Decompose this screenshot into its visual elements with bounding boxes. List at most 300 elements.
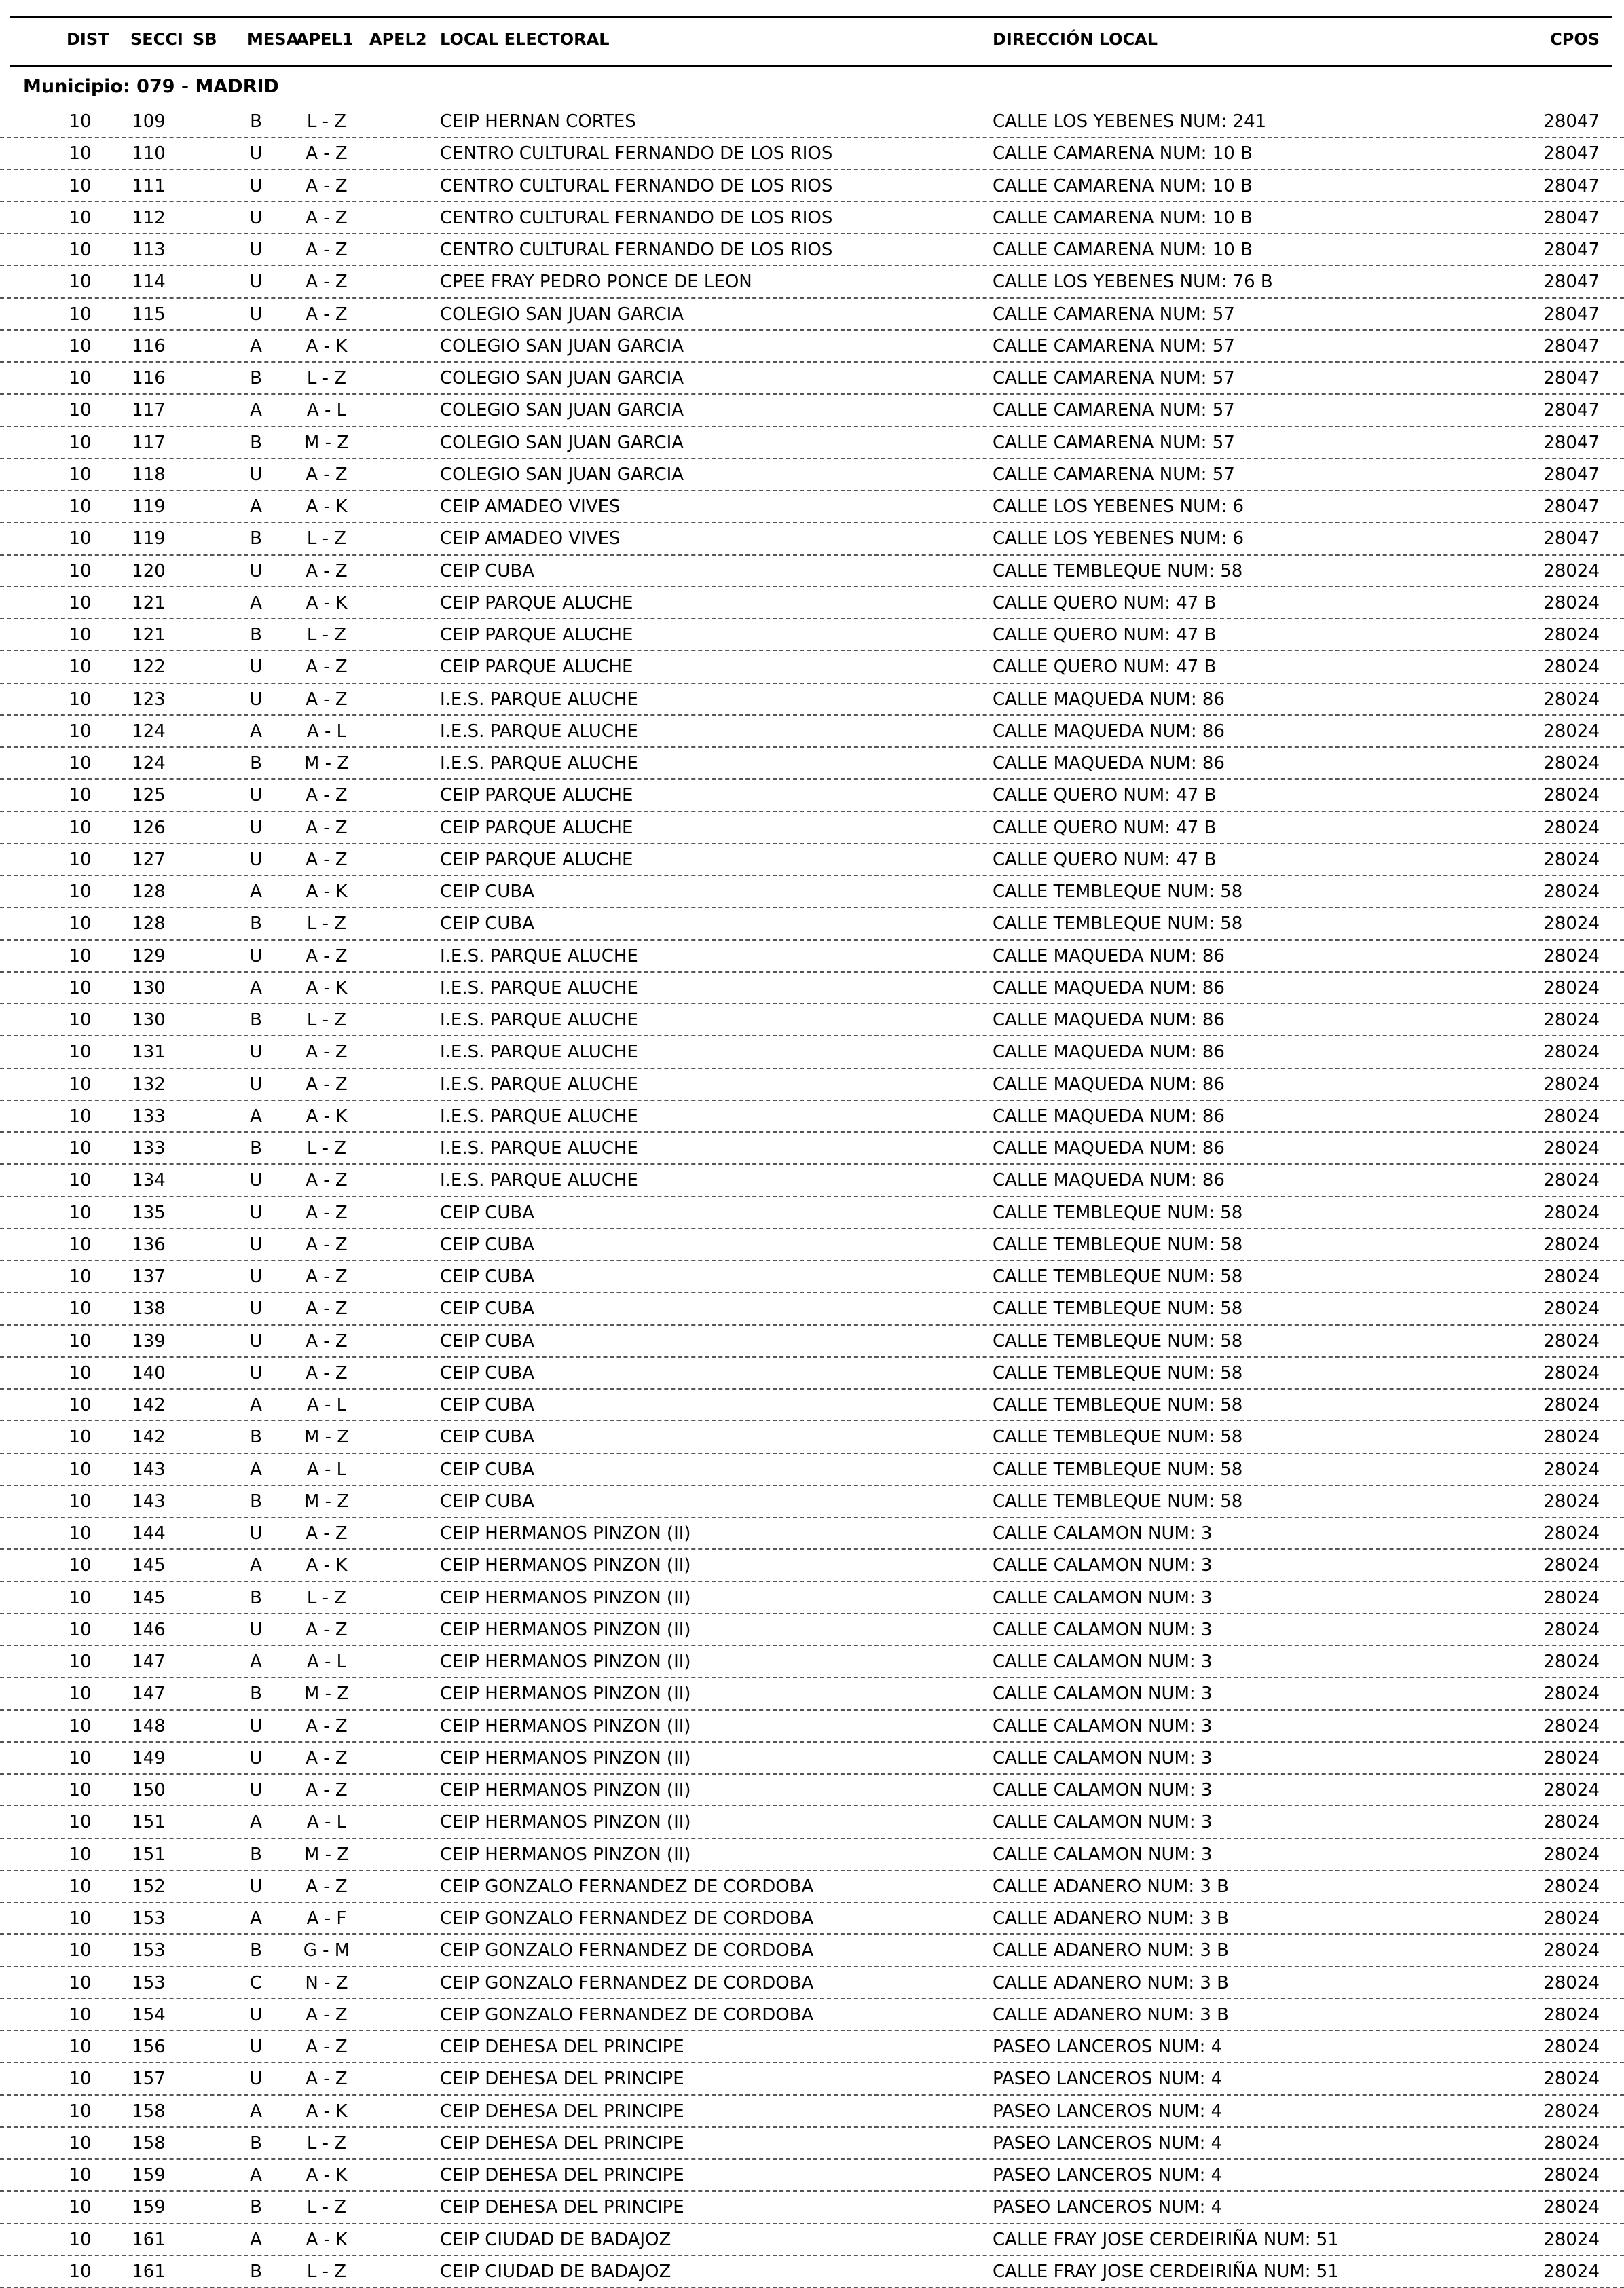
cell-cpos: 28024 (1543, 977, 1600, 998)
cell-cpos: 28047 (1543, 143, 1600, 164)
cell-apel1: L - Z (306, 2197, 347, 2218)
cell-cpos: 28024 (1543, 1555, 1600, 1576)
table-row (0, 1069, 1624, 1101)
cell-direccion-local: CALLE QUERO NUM: 47 B (993, 849, 1217, 870)
cell-dist: 10 (69, 1010, 92, 1030)
cell-mesa: U (249, 2069, 263, 2090)
cell-dist: 10 (69, 496, 92, 517)
cell-direccion-local: CALLE TEMBLEQUE NUM: 58 (993, 1459, 1243, 1480)
cell-mesa: U (249, 1202, 263, 1223)
cell-secci: 116 (132, 368, 166, 388)
cell-dist: 10 (69, 2229, 92, 2250)
cell-secci: 124 (132, 721, 166, 742)
cell-cpos: 28047 (1543, 335, 1600, 357)
cell-dist: 10 (69, 913, 92, 934)
cell-secci: 140 (132, 1362, 166, 1383)
header-cpos: CPOS (1550, 30, 1600, 49)
cell-dist: 10 (69, 689, 92, 710)
cell-mesa: B (250, 368, 262, 388)
cell-direccion-local: CALLE CALAMON NUM: 3 (993, 1587, 1213, 1608)
cell-dist: 10 (69, 849, 92, 870)
cell-local-electoral: CEIP CUBA (440, 1362, 535, 1383)
table-row (0, 1486, 1624, 1518)
table-row (0, 619, 1624, 651)
table-row (0, 1743, 1624, 1775)
cell-local-electoral: I.E.S. PARQUE ALUCHE (440, 1170, 638, 1191)
cell-dist: 10 (69, 2132, 92, 2154)
cell-direccion-local: CALLE MAQUEDA NUM: 86 (993, 689, 1225, 710)
cell-dist: 10 (69, 2101, 92, 2122)
cell-secci: 159 (132, 2165, 166, 2185)
cell-local-electoral: CEIP CUBA (440, 1395, 535, 1415)
cell-apel1: L - Z (306, 1587, 347, 1608)
cell-secci: 135 (132, 1202, 166, 1223)
cell-direccion-local: PASEO LANCEROS NUM: 4 (993, 2037, 1223, 2057)
table-row (0, 556, 1624, 587)
table-row (0, 202, 1624, 234)
cell-cpos: 28024 (1543, 1523, 1600, 1544)
cell-direccion-local: CALLE TEMBLEQUE NUM: 58 (993, 1234, 1243, 1255)
cell-cpos: 28024 (1543, 2165, 1600, 2185)
table-row (0, 2224, 1624, 2256)
cell-secci: 112 (132, 207, 166, 228)
cell-local-electoral: CENTRO CULTURAL FERNANDO DE LOS RIOS (440, 175, 833, 196)
cell-apel1: A - Z (306, 2004, 348, 2025)
cell-cpos: 28024 (1543, 1972, 1600, 1993)
cell-dist: 10 (69, 1523, 92, 1544)
table-row (0, 427, 1624, 459)
cell-local-electoral: I.E.S. PARQUE ALUCHE (440, 1010, 638, 1030)
cell-cpos: 28047 (1543, 111, 1600, 132)
table-row (0, 1421, 1624, 1453)
cell-local-electoral: CPEE FRAY PEDRO PONCE DE LEON (440, 272, 752, 293)
cell-cpos: 28024 (1543, 1202, 1600, 1223)
cell-apel1: A - K (306, 592, 348, 613)
header-apel1: APEL1 (296, 30, 354, 49)
cell-mesa: A (250, 2165, 262, 2185)
table-row (0, 331, 1624, 363)
cell-direccion-local: CALLE FRAY JOSE CERDEIRIÑA NUM: 51 (993, 2229, 1339, 2250)
cell-dist: 10 (69, 1940, 92, 1961)
cell-apel1: M - Z (303, 1491, 350, 1512)
table-row (0, 1550, 1624, 1582)
cell-apel1: A - Z (306, 785, 348, 806)
cell-direccion-local: CALLE FRAY JOSE CERDEIRIÑA NUM: 51 (993, 2261, 1339, 2282)
cell-apel1: M - Z (303, 753, 350, 774)
cell-local-electoral: I.E.S. PARQUE ALUCHE (440, 721, 638, 742)
cell-cpos: 28024 (1543, 817, 1600, 838)
cell-mesa: U (249, 1299, 263, 1320)
cell-mesa: U (249, 1074, 263, 1095)
cell-mesa: U (249, 1747, 263, 1768)
cell-local-electoral: CEIP HERMANOS PINZON (II) (440, 1555, 691, 1576)
table-row (0, 908, 1624, 940)
cell-apel1: A - Z (306, 1170, 348, 1191)
cell-secci: 133 (132, 1106, 166, 1127)
cell-direccion-local: CALLE CAMARENA NUM: 57 (993, 335, 1235, 357)
cell-apel1: M - Z (303, 1684, 350, 1705)
cell-cpos: 28024 (1543, 1010, 1600, 1030)
cell-cpos: 28024 (1543, 2132, 1600, 2154)
cell-dist: 10 (69, 1908, 92, 1929)
cell-dist: 10 (69, 1042, 92, 1063)
cell-direccion-local: PASEO LANCEROS NUM: 4 (993, 2197, 1223, 2218)
cell-cpos: 28024 (1543, 882, 1600, 902)
cell-dist: 10 (69, 1330, 92, 1351)
cell-secci: 138 (132, 1299, 166, 1320)
cell-dist: 10 (69, 977, 92, 998)
cell-apel1: A - L (306, 1812, 347, 1833)
table-row (0, 748, 1624, 780)
cell-local-electoral: CEIP AMADEO VIVES (440, 528, 621, 549)
cell-secci: 136 (132, 1234, 166, 1255)
table-row (0, 2096, 1624, 2128)
cell-dist: 10 (69, 753, 92, 774)
cell-direccion-local: CALLE CALAMON NUM: 3 (993, 1523, 1213, 1544)
cell-local-electoral: CEIP PARQUE ALUCHE (440, 657, 633, 678)
table-row (0, 1390, 1624, 1421)
table-row (0, 1133, 1624, 1165)
cell-apel1: A - Z (306, 1074, 348, 1095)
cell-direccion-local: CALLE QUERO NUM: 47 B (993, 785, 1217, 806)
cell-apel1: L - Z (306, 2261, 347, 2282)
table-row (0, 1518, 1624, 1550)
cell-direccion-local: CALLE CAMARENA NUM: 57 (993, 464, 1235, 485)
cell-direccion-local: CALLE LOS YEBENES NUM: 6 (993, 528, 1244, 549)
municipio-title: Municipio: 079 - MADRID (23, 76, 279, 97)
cell-mesa: A (250, 1555, 262, 1576)
cell-dist: 10 (69, 657, 92, 678)
cell-cpos: 28024 (1543, 1940, 1600, 1961)
cell-direccion-local: CALLE MAQUEDA NUM: 86 (993, 977, 1225, 998)
cell-dist: 10 (69, 368, 92, 388)
cell-apel1: M - Z (303, 1427, 350, 1448)
cell-apel1: A - Z (306, 1362, 348, 1383)
cell-cpos: 28024 (1543, 1491, 1600, 1512)
cell-direccion-local: PASEO LANCEROS NUM: 4 (993, 2069, 1223, 2090)
table-row (0, 1326, 1624, 1358)
cell-secci: 123 (132, 689, 166, 710)
cell-local-electoral: CEIP HERMANOS PINZON (II) (440, 1812, 691, 1833)
cell-cpos: 28047 (1543, 175, 1600, 196)
cell-cpos: 28024 (1543, 1395, 1600, 1415)
cell-apel1: A - Z (306, 240, 348, 260)
cell-direccion-local: CALLE ADANERO NUM: 3 B (993, 2004, 1229, 2025)
cell-direccion-local: CALLE ADANERO NUM: 3 B (993, 1972, 1229, 1993)
cell-cpos: 28024 (1543, 1042, 1600, 1063)
cell-apel1: A - Z (306, 1234, 348, 1255)
cell-secci: 134 (132, 1170, 166, 1191)
cell-apel1: A - Z (306, 1523, 348, 1544)
table-row (0, 106, 1624, 138)
cell-apel1: A - Z (306, 657, 348, 678)
table-row (0, 2192, 1624, 2223)
table-row (0, 876, 1624, 908)
cell-secci: 128 (132, 913, 166, 934)
cell-cpos: 28024 (1543, 1170, 1600, 1191)
cell-secci: 126 (132, 817, 166, 838)
cell-dist: 10 (69, 1684, 92, 1705)
cell-local-electoral: I.E.S. PARQUE ALUCHE (440, 753, 638, 774)
cell-dist: 10 (69, 1876, 92, 1897)
cell-cpos: 28024 (1543, 1619, 1600, 1640)
cell-direccion-local: CALLE MAQUEDA NUM: 86 (993, 945, 1225, 966)
cell-secci: 153 (132, 1908, 166, 1929)
cell-mesa: B (250, 1138, 262, 1159)
cell-local-electoral: I.E.S. PARQUE ALUCHE (440, 1042, 638, 1063)
cell-secci: 145 (132, 1587, 166, 1608)
cell-cpos: 28047 (1543, 368, 1600, 388)
cell-direccion-local: CALLE CAMARENA NUM: 57 (993, 400, 1235, 421)
cell-apel1: A - K (306, 1106, 348, 1127)
cell-direccion-local: CALLE CAMARENA NUM: 57 (993, 304, 1235, 325)
cell-dist: 10 (69, 1715, 92, 1737)
cell-local-electoral: CEIP PARQUE ALUCHE (440, 625, 633, 645)
cell-mesa: U (249, 560, 263, 581)
cell-apel1: A - Z (306, 1715, 348, 1737)
cell-apel1: A - Z (306, 1299, 348, 1320)
cell-dist: 10 (69, 2069, 92, 2090)
cell-apel1: A - L (306, 1459, 347, 1480)
cell-secci: 154 (132, 2004, 166, 2025)
header-secci: SECCI (130, 30, 183, 49)
cell-local-electoral: CEIP GONZALO FERNANDEZ DE CORDOBA (440, 2004, 814, 2025)
cell-cpos: 28024 (1543, 2037, 1600, 2057)
cell-local-electoral: CEIP PARQUE ALUCHE (440, 785, 633, 806)
cell-dist: 10 (69, 240, 92, 260)
cell-apel1: A - K (306, 977, 348, 998)
cell-cpos: 28024 (1543, 1427, 1600, 1448)
cell-direccion-local: CALLE ADANERO NUM: 3 B (993, 1940, 1229, 1961)
table-row (0, 1454, 1624, 1486)
cell-direccion-local: CALLE ADANERO NUM: 3 B (993, 1876, 1229, 1897)
table-row (0, 1165, 1624, 1197)
cell-direccion-local: CALLE QUERO NUM: 47 B (993, 625, 1217, 645)
cell-dist: 10 (69, 945, 92, 966)
cell-mesa: A (250, 1908, 262, 1929)
cell-cpos: 28024 (1543, 1684, 1600, 1705)
cell-local-electoral: CEIP GONZALO FERNANDEZ DE CORDOBA (440, 1908, 814, 1929)
cell-direccion-local: CALLE CAMARENA NUM: 57 (993, 432, 1235, 453)
cell-secci: 130 (132, 977, 166, 998)
cell-local-electoral: CEIP CUBA (440, 913, 535, 934)
cell-mesa: A (250, 1395, 262, 1415)
cell-dist: 10 (69, 432, 92, 453)
cell-dist: 10 (69, 2004, 92, 2025)
cell-local-electoral: CEIP CUBA (440, 1491, 535, 1512)
cell-apel1: A - Z (306, 1330, 348, 1351)
cell-local-electoral: CENTRO CULTURAL FERNANDO DE LOS RIOS (440, 207, 833, 228)
cell-mesa: A (250, 1652, 262, 1672)
cell-secci: 121 (132, 592, 166, 613)
cell-secci: 122 (132, 657, 166, 678)
cell-cpos: 28024 (1543, 1106, 1600, 1127)
cell-local-electoral: CEIP HERMANOS PINZON (II) (440, 1780, 691, 1800)
table-row (0, 1775, 1624, 1806)
cell-secci: 158 (132, 2132, 166, 2154)
header-dist: DIST (67, 30, 109, 49)
cell-mesa: U (249, 849, 263, 870)
cell-direccion-local: CALLE CALAMON NUM: 3 (993, 1780, 1213, 1800)
cell-secci: 137 (132, 1267, 166, 1287)
cell-direccion-local: CALLE CALAMON NUM: 3 (993, 1652, 1213, 1672)
cell-mesa: B (250, 1684, 262, 1705)
cell-cpos: 28024 (1543, 1876, 1600, 1897)
cell-apel1: A - F (306, 1908, 347, 1929)
cell-direccion-local: CALLE CALAMON NUM: 3 (993, 1684, 1213, 1705)
table-row (0, 266, 1624, 298)
cell-mesa: B (250, 753, 262, 774)
cell-secci: 142 (132, 1427, 166, 1448)
cell-dist: 10 (69, 1267, 92, 1287)
cell-mesa: U (249, 785, 263, 806)
cell-direccion-local: CALLE QUERO NUM: 47 B (993, 817, 1217, 838)
cell-local-electoral: COLEGIO SAN JUAN GARCIA (440, 400, 684, 421)
cell-secci: 156 (132, 2037, 166, 2057)
cell-local-electoral: I.E.S. PARQUE ALUCHE (440, 977, 638, 998)
cell-dist: 10 (69, 175, 92, 196)
cell-direccion-local: CALLE QUERO NUM: 47 B (993, 592, 1217, 613)
cell-secci: 117 (132, 432, 166, 453)
cell-direccion-local: CALLE CAMARENA NUM: 57 (993, 368, 1235, 388)
cell-dist: 10 (69, 721, 92, 742)
cell-apel1: M - Z (303, 1844, 350, 1865)
cell-secci: 147 (132, 1652, 166, 1672)
cell-local-electoral: I.E.S. PARQUE ALUCHE (440, 1074, 638, 1095)
table-row (0, 234, 1624, 266)
cell-mesa: B (250, 1427, 262, 1448)
cell-mesa: B (250, 2132, 262, 2154)
cell-apel1: A - Z (306, 689, 348, 710)
cell-apel1: A - Z (306, 1780, 348, 1800)
cell-direccion-local: CALLE MAQUEDA NUM: 86 (993, 1074, 1225, 1095)
cell-secci: 148 (132, 1715, 166, 1737)
cell-mesa: U (249, 817, 263, 838)
cell-direccion-local: CALLE LOS YEBENES NUM: 76 B (993, 272, 1273, 293)
cell-mesa: B (250, 625, 262, 645)
cell-secci: 128 (132, 882, 166, 902)
cell-cpos: 28024 (1543, 2261, 1600, 2282)
cell-secci: 157 (132, 2069, 166, 2090)
cell-direccion-local: CALLE TEMBLEQUE NUM: 58 (993, 1330, 1243, 1351)
cell-cpos: 28047 (1543, 432, 1600, 453)
cell-cpos: 28024 (1543, 2004, 1600, 2025)
cell-apel1: A - L (306, 400, 347, 421)
cell-local-electoral: CEIP DEHESA DEL PRINCIPE (440, 2069, 684, 2090)
cell-apel1: L - Z (306, 1138, 347, 1159)
table-row (0, 491, 1624, 523)
cell-direccion-local: CALLE MAQUEDA NUM: 86 (993, 753, 1225, 774)
cell-local-electoral: I.E.S. PARQUE ALUCHE (440, 945, 638, 966)
cell-local-electoral: CEIP PARQUE ALUCHE (440, 817, 633, 838)
cell-mesa: U (249, 1523, 263, 1544)
cell-direccion-local: CALLE TEMBLEQUE NUM: 58 (993, 1267, 1243, 1287)
cell-cpos: 28024 (1543, 913, 1600, 934)
cell-mesa: U (249, 1170, 263, 1191)
cell-mesa: U (249, 657, 263, 678)
cell-local-electoral: CEIP HERMANOS PINZON (II) (440, 1715, 691, 1737)
cell-secci: 118 (132, 464, 166, 485)
cell-direccion-local: CALLE LOS YEBENES NUM: 241 (993, 111, 1267, 132)
cell-dist: 10 (69, 1844, 92, 1865)
cell-mesa: U (249, 2037, 263, 2057)
cell-dist: 10 (69, 2197, 92, 2218)
cell-mesa: A (250, 496, 262, 517)
cell-direccion-local: CALLE CALAMON NUM: 3 (993, 1747, 1213, 1768)
cell-mesa: B (250, 432, 262, 453)
cell-local-electoral: I.E.S. PARQUE ALUCHE (440, 1106, 638, 1127)
cell-local-electoral: I.E.S. PARQUE ALUCHE (440, 689, 638, 710)
table-row (0, 1903, 1624, 1935)
cell-dist: 10 (69, 1106, 92, 1127)
cell-apel1: A - K (306, 2101, 348, 2122)
cell-local-electoral: CEIP CUBA (440, 1202, 535, 1223)
cell-local-electoral: CEIP AMADEO VIVES (440, 496, 621, 517)
cell-apel1: A - Z (306, 817, 348, 838)
cell-local-electoral: CEIP DEHESA DEL PRINCIPE (440, 2165, 684, 2185)
cell-dist: 10 (69, 335, 92, 357)
cell-local-electoral: I.E.S. PARQUE ALUCHE (440, 1138, 638, 1159)
cell-secci: 109 (132, 111, 166, 132)
table-row (0, 941, 1624, 973)
cell-secci: 150 (132, 1780, 166, 1800)
table-row (0, 1358, 1624, 1390)
cell-apel1: L - Z (306, 368, 347, 388)
cell-apel1: A - Z (306, 175, 348, 196)
cell-local-electoral: CEIP GONZALO FERNANDEZ DE CORDOBA (440, 1940, 814, 1961)
cell-cpos: 28024 (1543, 2229, 1600, 2250)
cell-direccion-local: CALLE TEMBLEQUE NUM: 58 (993, 1299, 1243, 1320)
table-row (0, 1646, 1624, 1678)
table-row (0, 2063, 1624, 2095)
cell-direccion-local: CALLE TEMBLEQUE NUM: 58 (993, 1362, 1243, 1383)
table-row (0, 1197, 1624, 1229)
cell-dist: 10 (69, 592, 92, 613)
cell-direccion-local: CALLE LOS YEBENES NUM: 6 (993, 496, 1244, 517)
cell-secci: 161 (132, 2261, 166, 2282)
cell-apel1: A - Z (306, 143, 348, 164)
cell-apel1: A - Z (306, 464, 348, 485)
cell-mesa: U (249, 175, 263, 196)
cell-direccion-local: CALLE MAQUEDA NUM: 86 (993, 1170, 1225, 1191)
cell-dist: 10 (69, 1491, 92, 1512)
cell-cpos: 28024 (1543, 1459, 1600, 1480)
cell-cpos: 28024 (1543, 592, 1600, 613)
cell-secci: 161 (132, 2229, 166, 2250)
cell-secci: 117 (132, 400, 166, 421)
cell-mesa: U (249, 304, 263, 325)
cell-secci: 153 (132, 1972, 166, 1993)
cell-mesa: A (250, 592, 262, 613)
cell-secci: 159 (132, 2197, 166, 2218)
cell-dist: 10 (69, 560, 92, 581)
cell-cpos: 28047 (1543, 400, 1600, 421)
table-row (0, 1871, 1624, 1903)
cell-direccion-local: CALLE TEMBLEQUE NUM: 58 (993, 882, 1243, 902)
cell-cpos: 28024 (1543, 721, 1600, 742)
cell-cpos: 28024 (1543, 1299, 1600, 1320)
cell-secci: 114 (132, 272, 166, 293)
table-row (0, 684, 1624, 716)
cell-secci: 119 (132, 528, 166, 549)
cell-direccion-local: CALLE MAQUEDA NUM: 86 (993, 1010, 1225, 1030)
cell-cpos: 28024 (1543, 1074, 1600, 1095)
cell-mesa: B (250, 913, 262, 934)
cell-apel1: A - Z (306, 945, 348, 966)
cell-dist: 10 (69, 2165, 92, 2185)
header-sb: SB (193, 30, 217, 49)
cell-secci: 121 (132, 625, 166, 645)
